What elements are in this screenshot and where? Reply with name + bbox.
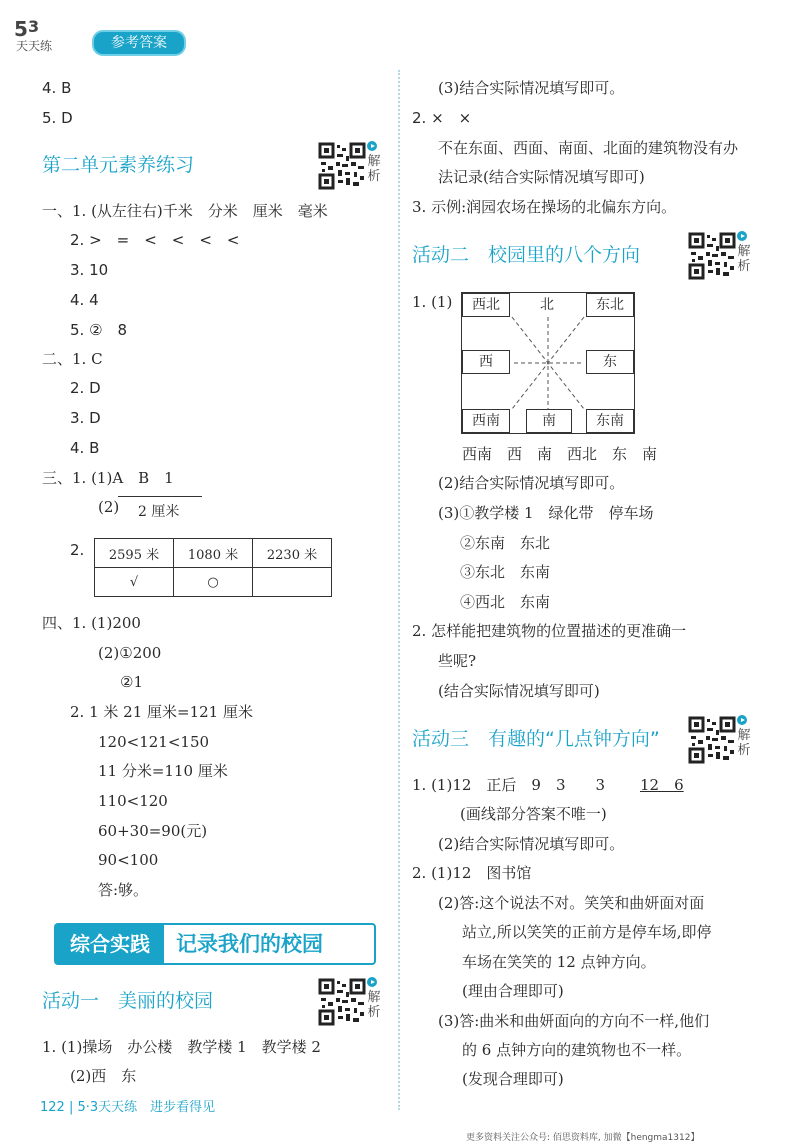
play-icon bbox=[367, 141, 377, 151]
table-cell: 2230 米 bbox=[253, 539, 332, 568]
qr-code-icon[interactable] bbox=[318, 142, 366, 190]
answer-label: 2. bbox=[70, 541, 85, 559]
answer-line: 2. 怎样能把建筑物的位置描述的更准确一 bbox=[412, 622, 687, 640]
answer-line: 法记录(结合实际情况填写即可) bbox=[438, 168, 645, 186]
answer-line: 4. B bbox=[70, 439, 100, 457]
answer-line: (2)答:这个说法不对。笑笑和曲妍面对面 bbox=[438, 894, 705, 912]
compass-sw: 西南 bbox=[462, 409, 510, 433]
answer-line: 60+30=90(元) bbox=[98, 822, 208, 840]
answer-line: 车场在笑笑的 12 点钟方向。 bbox=[462, 953, 656, 971]
answer-line: 2. 1 米 21 厘米=121 厘米 bbox=[70, 703, 253, 721]
unit2-title: 第二单元素养练习 bbox=[42, 154, 195, 176]
header-tag: 参考答案 bbox=[92, 30, 186, 56]
brand-logo bbox=[12, 14, 84, 54]
answer-line: 西南 西 南 西北 东 南 bbox=[462, 445, 658, 463]
answer-line: ③东北 东南 bbox=[460, 563, 551, 581]
svg-text:3: 3 bbox=[28, 17, 40, 36]
segment-label: 2 厘米 bbox=[138, 504, 180, 520]
compass-s: 南 bbox=[526, 409, 572, 433]
answer-line: 答:够。 bbox=[98, 881, 149, 899]
practice-banner bbox=[54, 923, 376, 965]
answer-line: (2) bbox=[98, 498, 120, 516]
table-cell: √ bbox=[95, 568, 174, 597]
answer-line: ②东南 东北 bbox=[460, 534, 551, 552]
compass-n: 北 bbox=[540, 297, 554, 313]
answer-line: (3)结合实际情况填写即可。 bbox=[438, 79, 625, 97]
footer-note: 更多资料关注公众号: 佰思资料库, 加微【hengma1312】 bbox=[466, 1133, 700, 1143]
banner-title: 记录我们的校园 bbox=[176, 932, 323, 956]
jiexi-label: 解 析 bbox=[737, 728, 751, 758]
answer-line: 3. 示例:润园农场在操场的北偏东方向。 bbox=[412, 198, 677, 216]
answer-line: 1. (1) bbox=[412, 293, 453, 311]
answer-line: 110<120 bbox=[98, 792, 168, 810]
compass-se: 东南 bbox=[586, 409, 634, 433]
answer-line: 2. × × bbox=[412, 109, 472, 127]
qr-code-icon[interactable] bbox=[688, 716, 736, 764]
jiexi-label: 解 析 bbox=[737, 244, 751, 274]
play-icon bbox=[737, 231, 747, 241]
compass-nw: 西北 bbox=[462, 293, 510, 317]
answer-line: 不在东面、西面、南面、北面的建筑物没有办 bbox=[438, 139, 739, 157]
answer-line: 4. 4 bbox=[70, 291, 99, 309]
jiexi-label: 解 析 bbox=[367, 154, 381, 184]
answer-table bbox=[94, 538, 332, 597]
table-cell: 1080 米 bbox=[174, 539, 253, 568]
answer-line: 5. D bbox=[42, 109, 73, 127]
answer-line: 站立,所以笑笑的正前方是停车场,即停 bbox=[462, 923, 712, 941]
answer-line: 120<121<150 bbox=[98, 733, 210, 751]
answer-line: 3. 10 bbox=[70, 261, 109, 279]
activity2-title: 活动二 校园里的八个方向 bbox=[412, 244, 641, 266]
table-cell: ○ bbox=[174, 568, 253, 597]
answer-line: 2. D bbox=[70, 379, 101, 397]
answer-line: (发现合理即可) bbox=[462, 1070, 564, 1088]
answer-line: 11 分米=110 厘米 bbox=[98, 762, 228, 780]
answer-line: 四、1. (1)200 bbox=[42, 614, 141, 632]
svg-text:5: 5 bbox=[14, 17, 28, 41]
answer-line: 1. (1)12 正后 9 3 3 bbox=[412, 776, 606, 794]
answer-line: 2. > = < < < < bbox=[70, 231, 240, 249]
answer-line: (理由合理即可) bbox=[462, 982, 564, 1000]
table-cell bbox=[253, 568, 332, 597]
play-icon bbox=[367, 977, 377, 987]
answer-line: 90<100 bbox=[98, 851, 159, 869]
segment-line bbox=[118, 496, 202, 497]
answer-line: (3)①教学楼 1 绿化带 停车场 bbox=[438, 504, 654, 522]
answer-line: (3)答:曲米和曲妍面向的方向不一样,他们 bbox=[438, 1012, 710, 1030]
qr-code-icon[interactable] bbox=[688, 232, 736, 280]
compass-diagram bbox=[461, 292, 635, 434]
brand-logo-text: 天天练 bbox=[16, 39, 53, 53]
activity1-title: 活动一 美丽的校园 bbox=[42, 990, 214, 1012]
answer-line: 2. (1)12 图书馆 bbox=[412, 864, 532, 882]
answer-line: ②1 bbox=[120, 673, 143, 691]
answer-line: 三、1. (1)A B 1 bbox=[42, 469, 174, 487]
play-icon bbox=[737, 715, 747, 725]
answer-line: 3. D bbox=[70, 409, 101, 427]
answer-line: (2)西 东 bbox=[70, 1067, 137, 1085]
column-divider bbox=[398, 70, 400, 1110]
banner-label: 综合实践 bbox=[56, 925, 164, 963]
answer-line: (结合实际情况填写即可) bbox=[438, 682, 600, 700]
answer-line: (2)结合实际情况填写即可。 bbox=[438, 474, 625, 492]
jiexi-label: 解 析 bbox=[367, 990, 381, 1020]
answer-line: 一、1. (从左往右)千米 分米 厘米 毫米 bbox=[42, 202, 328, 220]
compass-e: 东 bbox=[586, 350, 634, 374]
answer-line: (2)结合实际情况填写即可。 bbox=[438, 835, 625, 853]
answer-line: ④西北 东南 bbox=[460, 593, 551, 611]
answer-line: (2)①200 bbox=[98, 644, 162, 662]
answer-line: 5. ② 8 bbox=[70, 321, 128, 339]
answer-line: 的 6 点钟方向的建筑物也不一样。 bbox=[462, 1041, 692, 1059]
compass-w: 西 bbox=[462, 350, 510, 374]
page-footer: 122 | 5·3天天练 进步看得见 bbox=[40, 1100, 216, 1115]
compass-ne: 东北 bbox=[586, 293, 634, 317]
answer-line: 4. B bbox=[42, 79, 72, 97]
answer-line: 1. (1)操场 办公楼 教学楼 1 教学楼 2 bbox=[42, 1038, 321, 1056]
activity3-title: 活动三 有趣的“几点钟方向” bbox=[412, 728, 660, 750]
table-cell: 2595 米 bbox=[95, 539, 174, 568]
qr-code-icon[interactable] bbox=[318, 978, 366, 1026]
answer-line: 些呢? bbox=[438, 652, 477, 670]
answer-line: (画线部分答案不唯一) bbox=[460, 805, 607, 823]
answer-line: 二、1. C bbox=[42, 350, 103, 368]
underlined-answer: 12 6 bbox=[640, 776, 684, 794]
